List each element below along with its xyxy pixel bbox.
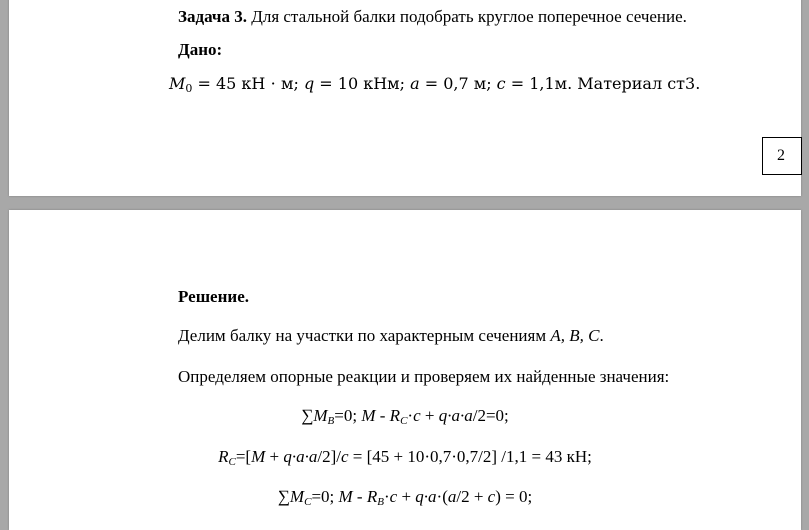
material-text: Материал ст3. bbox=[577, 74, 701, 93]
eq1-dot: · bbox=[407, 406, 414, 425]
eq1-moment: M bbox=[361, 406, 376, 425]
eq2-moment: M bbox=[251, 447, 266, 466]
eq3-m-sub: C bbox=[304, 496, 312, 508]
eq3-m: M bbox=[289, 487, 305, 506]
eq1-m-sub: B bbox=[327, 415, 335, 427]
eq3-c2: c bbox=[487, 487, 496, 506]
eq3-qa: q·a bbox=[415, 487, 437, 506]
eq1-mid: =0; bbox=[334, 406, 362, 425]
length-c-symbol: c bbox=[496, 74, 506, 93]
moment-symbol: M bbox=[169, 74, 186, 93]
eq2-rest: = [45 + 10·0,7·0,7/2] /1,1 = 43 кН; bbox=[348, 447, 592, 466]
solution-heading: Решение. bbox=[178, 287, 249, 306]
eq2-qaa: q·a·a bbox=[283, 447, 318, 466]
eq2-r-sub: C bbox=[228, 456, 236, 468]
eq3-a: a bbox=[447, 487, 457, 506]
eq3-end: ) = 0; bbox=[495, 487, 533, 506]
task-statement bbox=[178, 7, 687, 27]
eq3-minus: - bbox=[352, 487, 367, 506]
section-names: A, B, C bbox=[550, 326, 600, 345]
document-page-1 bbox=[9, 0, 801, 196]
paragraph-sections-end: . bbox=[599, 326, 604, 345]
eq2-r: R bbox=[218, 447, 229, 466]
paragraph-sections-text: Делим балку на участки по характерным сечениям bbox=[178, 326, 551, 345]
document-page-2 bbox=[9, 210, 801, 530]
equation-sum-mb bbox=[9, 406, 801, 426]
moment-subscript: 0 bbox=[185, 82, 193, 95]
length-c-value: = 1,1м. bbox=[505, 74, 578, 93]
load-value: = 10 кНм; bbox=[314, 74, 411, 93]
eq3-r-sub: B bbox=[377, 496, 384, 508]
eq3-open: ·( bbox=[436, 487, 448, 506]
eq3-dot: · bbox=[383, 487, 390, 506]
paragraph-sections bbox=[178, 326, 604, 346]
eq3-plus: + bbox=[397, 487, 416, 506]
eq1-c: c bbox=[413, 406, 421, 425]
eq1-end: /2=0; bbox=[472, 406, 509, 425]
length-a-value: = 0,7 м; bbox=[419, 74, 497, 93]
load-symbol: q bbox=[303, 74, 315, 93]
equation-rc bbox=[9, 447, 801, 467]
eq1-m: M bbox=[313, 406, 328, 425]
page-number-box bbox=[762, 137, 802, 175]
page-number: 2 bbox=[777, 147, 785, 164]
eq2-open: =[ bbox=[235, 447, 252, 466]
eq3-r: R bbox=[366, 487, 378, 506]
length-a-symbol: a bbox=[410, 74, 420, 93]
eq3-moment: M bbox=[338, 487, 353, 506]
sum-symbol: ∑ bbox=[301, 406, 314, 425]
eq3-half: /2 + bbox=[456, 487, 488, 506]
eq1-r: R bbox=[389, 406, 401, 425]
eq1-qaa: q·a·a bbox=[438, 406, 473, 425]
eq1-minus: - bbox=[375, 406, 390, 425]
given-values bbox=[169, 74, 700, 94]
eq1-plus: + bbox=[420, 406, 439, 425]
sum-symbol-2: ∑ bbox=[277, 487, 290, 506]
equation-sum-mc bbox=[9, 487, 801, 507]
eq2-c: c bbox=[340, 447, 349, 466]
eq3-mid: =0; bbox=[311, 487, 339, 506]
task-text: Для стальной балки подобрать круглое поперечное сечение. bbox=[246, 7, 687, 26]
eq3-c: c bbox=[389, 487, 398, 506]
moment-value: = 45 кН ⋅ м; bbox=[192, 74, 304, 93]
paragraph-reactions: Определяем опорные реакции и проверяем их найденные значения: bbox=[178, 367, 670, 386]
eq2-div: /2]/ bbox=[317, 447, 341, 466]
given-label: Дано: bbox=[178, 40, 223, 59]
task-label: Задача 3. bbox=[178, 7, 247, 26]
eq1-r-sub: C bbox=[400, 415, 408, 427]
eq2-plus: + bbox=[265, 447, 284, 466]
